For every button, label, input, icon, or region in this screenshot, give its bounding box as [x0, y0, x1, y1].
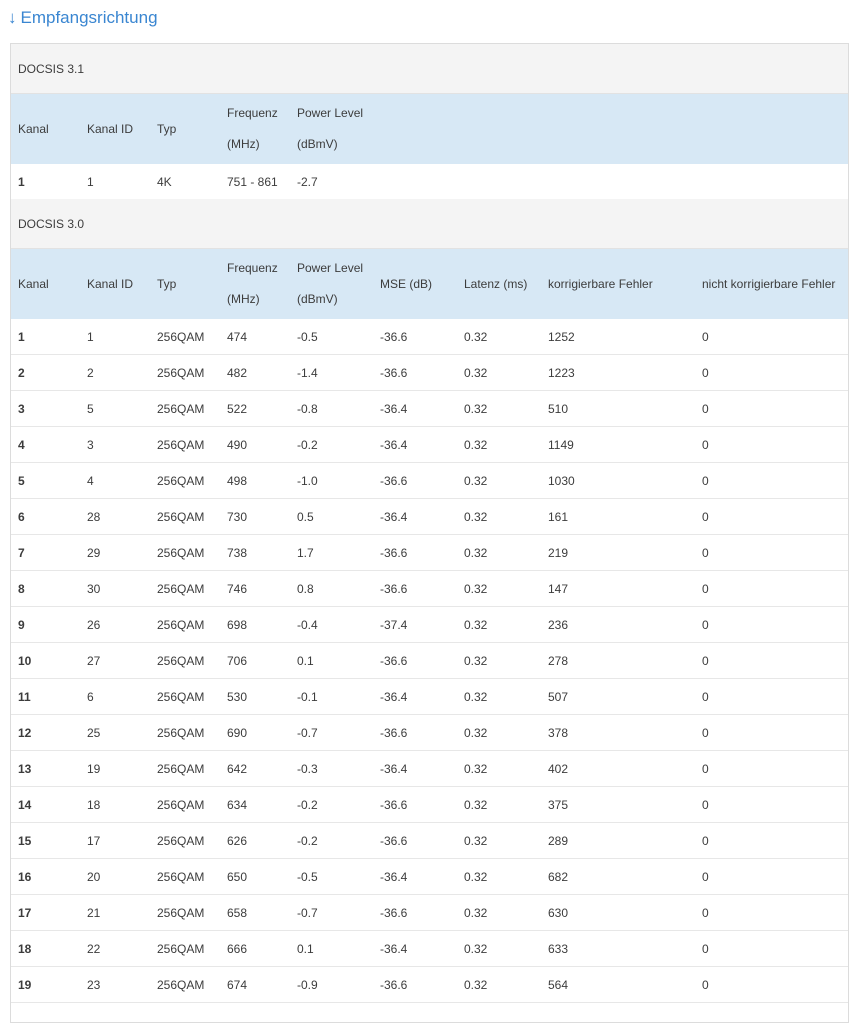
cell-kanal: 14	[11, 787, 80, 823]
table-row	[11, 355, 849, 391]
table-row	[11, 751, 849, 787]
cell-latenz: 0.32	[457, 679, 541, 715]
cell-nicht-korr: 0	[695, 355, 849, 391]
col-header-power-line1: Power Level	[297, 261, 364, 275]
cell-kanal-id: 2	[80, 355, 150, 391]
table-row	[11, 787, 849, 823]
col-header-frequenz	[220, 94, 290, 164]
cell-korr: 510	[541, 391, 695, 427]
cell-freq: 634	[220, 787, 290, 823]
cell-typ: 256QAM	[150, 967, 220, 1003]
cell-typ: 256QAM	[150, 859, 220, 895]
cell-korr: 375	[541, 787, 695, 823]
cell-power: -0.2	[290, 427, 373, 463]
col-header-frequenz-line2: (MHz)	[227, 137, 260, 151]
cell-power: 0.5	[290, 499, 373, 535]
cell-kanal: 9	[11, 607, 80, 643]
table-row	[11, 427, 849, 463]
cell-typ: 256QAM	[150, 463, 220, 499]
cell-kanal-id: 6	[80, 679, 150, 715]
cell-typ: 256QAM	[150, 355, 220, 391]
cell-nicht-korr: 0	[695, 967, 849, 1003]
cell-kanal: 3	[11, 391, 80, 427]
cell-latenz: 0.32	[457, 859, 541, 895]
section-heading-label: Empfangsrichtung	[20, 8, 158, 27]
cell-power: -0.8	[290, 391, 373, 427]
cell-kanal: 4	[11, 427, 80, 463]
cell-mse: -36.4	[373, 931, 457, 967]
cell-kanal: 7	[11, 535, 80, 571]
cell-mse: -36.6	[373, 571, 457, 607]
cell-latenz: 0.32	[457, 499, 541, 535]
cell-latenz: 0.32	[457, 463, 541, 499]
cell-freq: 658	[220, 895, 290, 931]
cell-freq: 482	[220, 355, 290, 391]
cell-latenz: 0.32	[457, 427, 541, 463]
docsis30-table	[11, 249, 849, 1003]
col-header-power-line2: (dBmV)	[297, 137, 338, 151]
cell-mse: -36.4	[373, 499, 457, 535]
cell-kanal: 11	[11, 679, 80, 715]
cell-typ: 256QAM	[150, 931, 220, 967]
table-row	[11, 535, 849, 571]
cell-korr: 378	[541, 715, 695, 751]
cell-nicht-korr: 0	[695, 319, 849, 355]
col-header-power-line1: Power Level	[297, 106, 364, 120]
cell-mse: -36.6	[373, 643, 457, 679]
table-row	[11, 967, 849, 1003]
cell-mse: -36.6	[373, 823, 457, 859]
cell-latenz: 0.32	[457, 715, 541, 751]
cell-nicht-korr: 0	[695, 463, 849, 499]
cell-power: 0.1	[290, 931, 373, 967]
cell-power: -2.7	[297, 174, 318, 189]
docsis31-title: DOCSIS 3.1	[11, 44, 848, 94]
cell-kanal-id: 1	[87, 174, 94, 189]
col-header-korrigierbare-fehler: korrigierbare Fehler	[548, 276, 653, 291]
cell-latenz: 0.32	[457, 355, 541, 391]
section-heading[interactable]	[8, 7, 158, 29]
cell-freq: 738	[220, 535, 290, 571]
cell-nicht-korr: 0	[695, 571, 849, 607]
cell-kanal: 8	[11, 571, 80, 607]
cell-power: -0.2	[290, 787, 373, 823]
cell-kanal-id: 17	[80, 823, 150, 859]
cell-freq: 642	[220, 751, 290, 787]
cell-freq: 666	[220, 931, 290, 967]
table-row	[11, 715, 849, 751]
cell-freq: 522	[220, 391, 290, 427]
cell-latenz: 0.32	[457, 535, 541, 571]
cell-nicht-korr: 0	[695, 535, 849, 571]
cell-latenz: 0.32	[457, 823, 541, 859]
cell-freq: 698	[220, 607, 290, 643]
cell-kanal: 15	[11, 823, 80, 859]
cell-mse: -36.6	[373, 967, 457, 1003]
cell-kanal-id: 18	[80, 787, 150, 823]
cell-power: -1.0	[290, 463, 373, 499]
cell-power: -0.7	[290, 895, 373, 931]
cell-latenz: 0.32	[457, 571, 541, 607]
col-header-power-level	[290, 249, 373, 319]
col-header-kanal: Kanal	[18, 276, 49, 291]
cell-kanal-id: 5	[80, 391, 150, 427]
cell-kanal-id: 27	[80, 643, 150, 679]
cell-freq: 706	[220, 643, 290, 679]
cell-mse: -36.6	[373, 715, 457, 751]
cell-freq: 751 - 861	[227, 174, 278, 189]
cell-kanal: 6	[11, 499, 80, 535]
cell-kanal-id: 30	[80, 571, 150, 607]
table-row	[11, 463, 849, 499]
col-header-power-level	[290, 94, 849, 164]
cell-freq: 746	[220, 571, 290, 607]
table-row	[11, 823, 849, 859]
cell-freq: 674	[220, 967, 290, 1003]
col-header-typ: Typ	[157, 276, 177, 291]
cell-korr: 236	[541, 607, 695, 643]
cell-mse: -36.6	[373, 787, 457, 823]
cell-korr: 1223	[541, 355, 695, 391]
cell-kanal: 5	[11, 463, 80, 499]
table-row	[11, 643, 849, 679]
cell-kanal: 2	[11, 355, 80, 391]
cell-korr: 161	[541, 499, 695, 535]
cell-kanal: 12	[11, 715, 80, 751]
cell-typ: 256QAM	[150, 715, 220, 751]
cell-latenz: 0.32	[457, 787, 541, 823]
cell-nicht-korr: 0	[695, 715, 849, 751]
cell-typ: 256QAM	[150, 607, 220, 643]
cell-kanal: 1	[11, 319, 80, 355]
docsis31-table	[11, 94, 849, 199]
cell-power: -0.4	[290, 607, 373, 643]
cell-latenz: 0.32	[457, 931, 541, 967]
cell-mse: -36.4	[373, 751, 457, 787]
cell-kanal: 19	[11, 967, 80, 1003]
cell-typ: 256QAM	[150, 679, 220, 715]
cell-mse: -36.6	[373, 319, 457, 355]
cell-typ: 256QAM	[150, 787, 220, 823]
cell-nicht-korr: 0	[695, 895, 849, 931]
cell-mse: -36.6	[373, 535, 457, 571]
col-header-nicht-korrigierbare-fehler: nicht korrigierbare Fehler	[702, 276, 836, 291]
cell-korr: 507	[541, 679, 695, 715]
table-row	[11, 319, 849, 355]
col-header-typ: Typ	[157, 121, 177, 136]
cell-mse: -36.4	[373, 679, 457, 715]
cell-kanal-id: 19	[80, 751, 150, 787]
cell-kanal-id: 1	[80, 319, 150, 355]
cell-mse: -36.6	[373, 895, 457, 931]
cell-kanal: 13	[11, 751, 80, 787]
cell-nicht-korr: 0	[695, 751, 849, 787]
cell-korr: 219	[541, 535, 695, 571]
table-row	[11, 164, 849, 199]
cell-power: -0.5	[290, 859, 373, 895]
cell-mse: -37.4	[373, 607, 457, 643]
table-row	[11, 679, 849, 715]
cell-latenz: 0.32	[457, 751, 541, 787]
cell-power: 0.8	[290, 571, 373, 607]
cell-korr: 1252	[541, 319, 695, 355]
cell-latenz: 0.32	[457, 643, 541, 679]
cell-typ: 256QAM	[150, 643, 220, 679]
cell-nicht-korr: 0	[695, 859, 849, 895]
cell-mse: -36.4	[373, 391, 457, 427]
cell-nicht-korr: 0	[695, 607, 849, 643]
cell-mse: -36.4	[373, 427, 457, 463]
table-header-row	[11, 94, 849, 164]
cell-typ: 256QAM	[150, 319, 220, 355]
col-header-frequenz-line1: Frequenz	[227, 106, 278, 120]
col-header-kanal-id: Kanal ID	[87, 276, 134, 291]
cell-korr: 1149	[541, 427, 695, 463]
cell-nicht-korr: 0	[695, 427, 849, 463]
cell-power: -0.3	[290, 751, 373, 787]
cell-typ: 256QAM	[150, 571, 220, 607]
cell-mse: -36.4	[373, 859, 457, 895]
cell-typ: 256QAM	[150, 427, 220, 463]
cell-typ: 4K	[157, 174, 172, 189]
table-row	[11, 895, 849, 931]
cell-power: -0.9	[290, 967, 373, 1003]
col-header-power-line2: (dBmV)	[297, 292, 338, 306]
cell-power: 1.7	[290, 535, 373, 571]
cell-nicht-korr: 0	[695, 931, 849, 967]
cell-kanal-id: 3	[80, 427, 150, 463]
col-header-frequenz-line2: (MHz)	[227, 292, 260, 306]
cell-freq: 490	[220, 427, 290, 463]
cell-kanal-id: 20	[80, 859, 150, 895]
cell-korr: 402	[541, 751, 695, 787]
cell-kanal: 17	[11, 895, 80, 931]
table-row	[11, 571, 849, 607]
col-header-frequenz	[220, 249, 290, 319]
col-header-kanal: Kanal	[18, 121, 49, 136]
cell-kanal: 1	[18, 174, 25, 189]
cell-kanal: 16	[11, 859, 80, 895]
cell-freq: 474	[220, 319, 290, 355]
cell-korr: 147	[541, 571, 695, 607]
table-row	[11, 859, 849, 895]
cell-kanal: 18	[11, 931, 80, 967]
arrow-down-icon: ↓	[8, 8, 17, 27]
cell-kanal-id: 29	[80, 535, 150, 571]
cell-nicht-korr: 0	[695, 787, 849, 823]
cell-nicht-korr: 0	[695, 679, 849, 715]
cell-nicht-korr: 0	[695, 499, 849, 535]
table-row	[11, 931, 849, 967]
col-header-mse: MSE (dB)	[380, 276, 433, 291]
cell-korr: 682	[541, 859, 695, 895]
cell-typ: 256QAM	[150, 535, 220, 571]
table-row	[11, 391, 849, 427]
cell-kanal-id: 4	[80, 463, 150, 499]
cell-power: 0.1	[290, 643, 373, 679]
cell-korr: 564	[541, 967, 695, 1003]
cell-power: -0.1	[290, 679, 373, 715]
cell-typ: 256QAM	[150, 895, 220, 931]
cell-power: -1.4	[290, 355, 373, 391]
cell-korr: 289	[541, 823, 695, 859]
cell-kanal-id: 21	[80, 895, 150, 931]
cell-freq: 498	[220, 463, 290, 499]
cell-freq: 690	[220, 715, 290, 751]
cell-freq: 530	[220, 679, 290, 715]
table-header-row	[11, 249, 849, 319]
cell-latenz: 0.32	[457, 607, 541, 643]
cell-freq: 730	[220, 499, 290, 535]
cell-mse: -36.6	[373, 355, 457, 391]
downstream-panel	[10, 43, 849, 1023]
cell-nicht-korr: 0	[695, 643, 849, 679]
table-row	[11, 607, 849, 643]
cell-latenz: 0.32	[457, 319, 541, 355]
cell-power: -0.2	[290, 823, 373, 859]
col-header-frequenz-line1: Frequenz	[227, 261, 278, 275]
cell-latenz: 0.32	[457, 895, 541, 931]
cell-nicht-korr: 0	[695, 823, 849, 859]
cell-typ: 256QAM	[150, 751, 220, 787]
cell-kanal-id: 26	[80, 607, 150, 643]
cell-kanal-id: 25	[80, 715, 150, 751]
cell-typ: 256QAM	[150, 823, 220, 859]
cell-kanal-id: 23	[80, 967, 150, 1003]
cell-nicht-korr: 0	[695, 391, 849, 427]
cell-typ: 256QAM	[150, 499, 220, 535]
cell-power: -0.7	[290, 715, 373, 751]
cell-korr: 1030	[541, 463, 695, 499]
cell-kanal: 10	[11, 643, 80, 679]
col-header-latenz: Latenz (ms)	[464, 276, 528, 291]
cell-kanal-id: 22	[80, 931, 150, 967]
docsis30-title: DOCSIS 3.0	[11, 199, 848, 249]
cell-power: -0.5	[290, 319, 373, 355]
cell-latenz: 0.32	[457, 391, 541, 427]
cell-korr: 630	[541, 895, 695, 931]
cell-freq: 626	[220, 823, 290, 859]
table-row	[11, 499, 849, 535]
cell-korr: 633	[541, 931, 695, 967]
cell-freq: 650	[220, 859, 290, 895]
cell-mse: -36.6	[373, 463, 457, 499]
cell-korr: 278	[541, 643, 695, 679]
cell-kanal-id: 28	[80, 499, 150, 535]
cell-latenz: 0.32	[457, 967, 541, 1003]
col-header-kanal-id: Kanal ID	[87, 121, 134, 136]
cell-typ: 256QAM	[150, 391, 220, 427]
